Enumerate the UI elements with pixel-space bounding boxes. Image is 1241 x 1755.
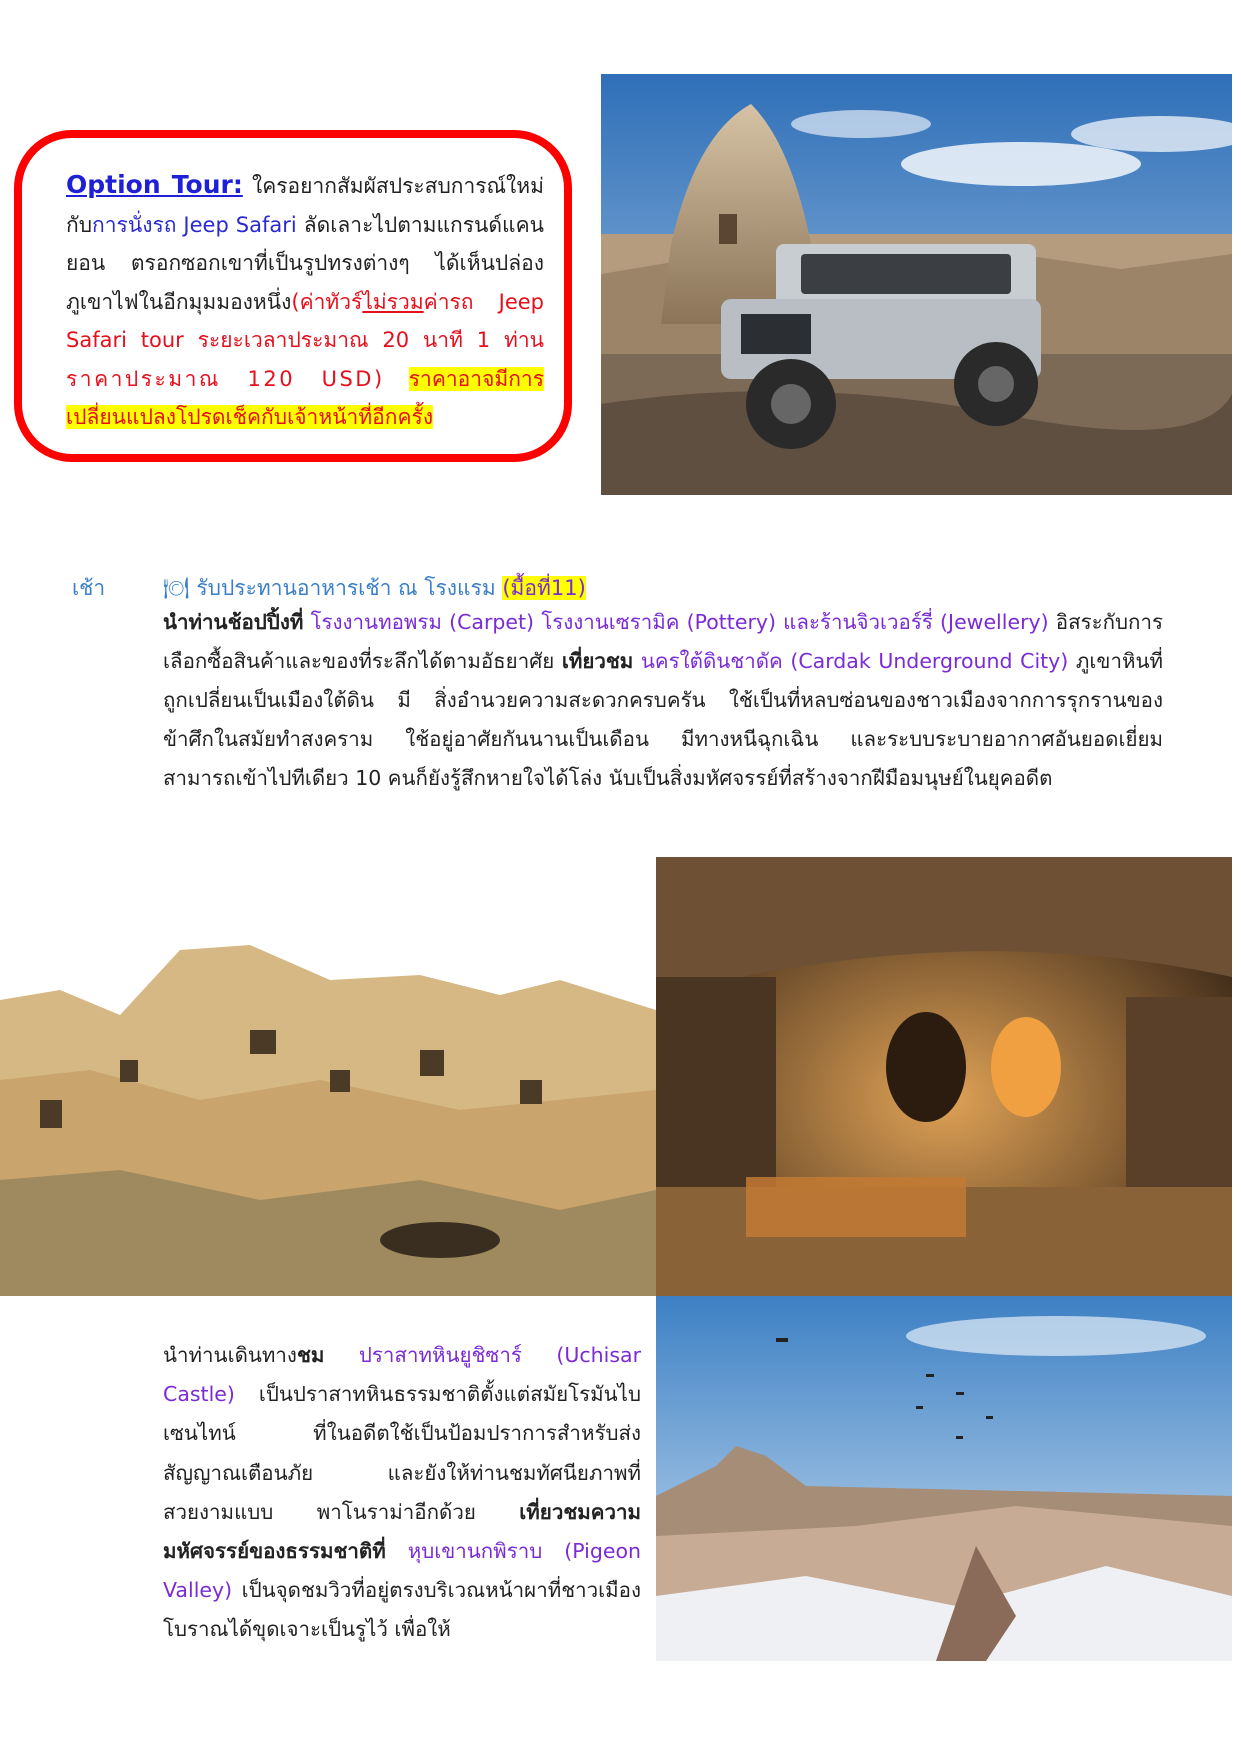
underground-city-photo bbox=[656, 857, 1232, 1296]
uchisar-valley-photo bbox=[656, 1296, 1232, 1661]
price-rest: ค่ารถ Jeep Safari tour ระยะเวลาประมาณ 20 นาที 1 ท่าน bbox=[66, 289, 544, 352]
p1-shops: โรงงานทอพรม (Carpet) โรงงานเซรามิค (Pottery) และร้านจิวเวอร์รี่ (Jewellery) bbox=[303, 610, 1049, 634]
p1-visit: เที่ยวชม bbox=[561, 649, 634, 673]
p2-castle: ปราสาทหินยูชิซาร์ (Uchisar Castle) bbox=[163, 1343, 641, 1407]
option-tour-text bbox=[66, 166, 544, 437]
price-notice: ราคาอาจมีการเปลี่ยนแปลงโปรดเช็คกับเจ้าหน้าที่อีกครั้ง bbox=[66, 366, 544, 429]
jeep-safari-photo bbox=[601, 74, 1232, 495]
time-label-morning: เช้า bbox=[72, 576, 106, 600]
price-amount: ราคาประมาณ 120 USD) bbox=[66, 366, 385, 391]
p2-end: เป็นจุดชมวิวที่อยู่ตรงบริเวณหน้าผาที่ชาวเมืองโบราณได้ขุดเจาะเป็นรูไว้ เพื่อให้ bbox=[163, 1578, 641, 1642]
meal-number: (มื้อที่11) bbox=[502, 576, 586, 600]
p1-desc: ภูเขาหินที่ถูกเปลี่ยนเป็นเมืองใต้ดิน มี สิ่งอำนวยความสะดวกครบครัน ใช้เป็นที่หลบซ่อนของชาวเมืองจากการรุกรานของข้าศึกในสมัยทำสงคราม ใช้อยู่อาศัยกันนานเป็นเดือน มีทางหนีฉุกเฉิน และระบบระบายอากาศอันยอดเยี่ยม สามารถเข้าไปทีเดียว 10 คนก็ยังรู้สึกหายใจได้โล่ง นับเป็นสิ่งมหัศจรรย์ที่สร้างจากฝีมือมนุษย์ในยุคอดีต bbox=[163, 649, 1163, 790]
p2-bold: เที่ยวชมความมหัศจรรย์ของธรรมชาติที่ bbox=[163, 1499, 641, 1564]
p1-city: นครใต้ดินชาดัค (Cardak Underground City) bbox=[633, 649, 1069, 673]
p1-bold-start: นำท่านช้อปปิ้งที่ bbox=[163, 610, 304, 634]
option-tour-intro: ใครอยากสัมผัสประสบการณ์ใหม่กับ bbox=[66, 174, 544, 237]
price-open: (ค่าทัวร์ bbox=[291, 289, 363, 314]
p2-valley: หุบเขานกพิราบ (Pigeon Valley) bbox=[163, 1539, 641, 1603]
option-tour-title[interactable]: Option Tour: bbox=[66, 170, 243, 199]
price-not-included: ไม่รวม bbox=[362, 289, 424, 314]
breakfast-line bbox=[163, 572, 586, 605]
p2-visit: ชม bbox=[296, 1343, 325, 1367]
jeep-safari-link: การนั่งรถ Jeep Safari bbox=[92, 212, 297, 237]
uchisar-paragraph bbox=[163, 1336, 641, 1650]
shopping-paragraph bbox=[163, 603, 1163, 798]
cavusin-cliff-photo bbox=[0, 920, 656, 1296]
breakfast-text: รับประทานอาหารเช้า ณ โรงแรม bbox=[189, 576, 503, 600]
meal-icon: 🍽 bbox=[163, 576, 190, 600]
option-tour-desc: ลัดเลาะไปตามแกรนด์แคนยอน ตรอกซอกเขาที่เป็นรูปทรงต่างๆ ได้เห็นปล่องภูเขาไฟในอีกมุมมองหนึ่ง bbox=[66, 212, 544, 314]
p2-desc: เป็นปราสาทหินธรรมชาติตั้งแต่สมัยโรมันไบเซนไทน์ ที่ในอดีตใช้เป็นป้อมปราการสำหรับส่งสัญญาณเตือนภัย และยังให้ท่านชมทัศนียภาพที่สวยงามแบบ พาโนราม่าอีกด้วย bbox=[163, 1382, 641, 1524]
p2-start: นำท่านเดินทาง bbox=[163, 1343, 297, 1367]
p1-free: อิสระกับการเลือกซื้อสินค้าและของที่ระลึกได้ตามอัธยาศัย bbox=[163, 610, 1163, 673]
